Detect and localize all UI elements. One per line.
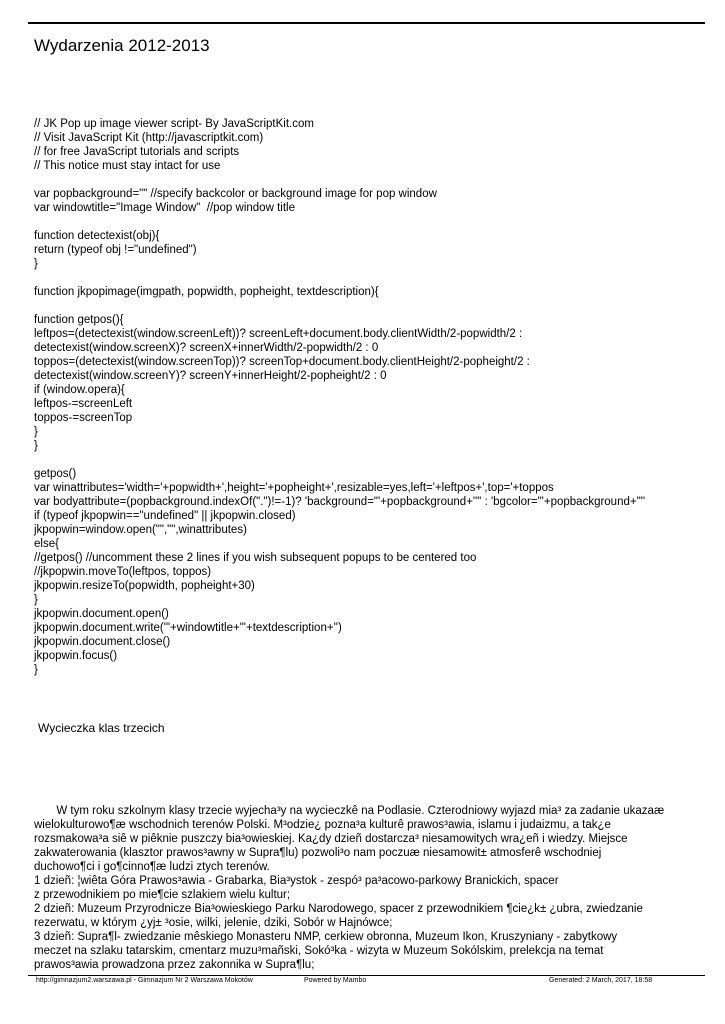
- code-line: detectexist(window.screenY)? screenY+innerHeight/2-popheight/2 : 0: [34, 370, 387, 382]
- code-line: jkpopwin.resizeTo(popwidth, popheight+30): [34, 580, 255, 592]
- code-line: jkpopwin.document.open(): [34, 608, 169, 620]
- code-line: // This notice must stay intact for use: [34, 160, 221, 172]
- code-line: var windowtitle="Image Window" //pop window title: [34, 202, 295, 214]
- code-line: function getpos(){: [34, 314, 124, 326]
- article-line: W tym roku szkolnym klasy trzecie wyjecha³y na wycieczkê na Podlasie. Czterodniowy wyjazd mia³ za zadanie ukazaæ: [34, 805, 665, 817]
- code-line: [34, 173, 645, 187]
- article-line: z przewodnikiem po mie¶cie szlakiem wielu kultur;: [34, 889, 291, 901]
- code-line: [34, 299, 645, 313]
- code-line: //getpos() //uncomment these 2 lines if you wish subsequent popups to be centered too: [34, 552, 477, 564]
- footer-rule: [28, 975, 705, 976]
- code-line: [34, 271, 645, 285]
- code-line: toppos=(detectexist(window.screenTop))? screenTop+document.body.clientHeight/2-popheight/2 :: [34, 356, 530, 368]
- footer-generated-date: Generated: 2 March, 2017, 18:58: [549, 977, 653, 984]
- code-line: var popbackground="" //specify backcolor or background image for pop window: [34, 188, 437, 200]
- code-line: function detectexist(obj){: [34, 230, 160, 242]
- code-line: leftpos-=screenLeft: [34, 398, 133, 410]
- article-line: 3 dzieñ: Supra¶l- zwiedzanie mêskiego Monasteru NMP, cerkiew obronna, Muzeum Ikon, Kruszyniany - zabytkowy: [34, 931, 618, 943]
- code-line: }: [34, 258, 38, 270]
- code-line: toppos-=screenTop: [34, 412, 133, 424]
- code-line: // JK Pop up image viewer script- By JavaScriptKit.com: [34, 118, 314, 130]
- code-line: [34, 453, 645, 467]
- code-line: jkpopwin.document.close(): [34, 636, 171, 648]
- code-line: //jkpopwin.moveTo(leftpos, toppos): [34, 566, 212, 578]
- article-line: wielokulturowo¶æ wschodnich terenów Polski. M³odzie¿ pozna³a kulturê prawos³awia, islamu i judaizmu, a tak¿e: [34, 819, 611, 831]
- code-line: jkpopwin.document.write('"+windowtitle+"'+textdescription+''): [34, 622, 342, 634]
- code-line: }: [34, 664, 38, 676]
- page-title: Wydarzenia 2012-2013: [34, 36, 210, 55]
- article-line: 1 dzieñ: ¦wiêta Góra Prawos³awia - Grabarka, Bia³ystok - zespó³ pa³acowo-parkowy Branickich, spacer: [34, 875, 559, 887]
- article-line: 2 dzieñ: Muzeum Przyrodnicze Bia³owieskiego Parku Narodowego, spacer z przewodnikiem ¶cie¿k± ¿ubra, zwiedzanie: [34, 903, 643, 915]
- code-line: // for free JavaScript tutorials and scripts: [34, 146, 240, 158]
- code-line: var winattributes='width='+popwidth+',height='+popheight+',resizable=yes,left='+leftpos+',top='+toppos: [34, 482, 554, 494]
- footer-site-url: http://gimnazjum2.warszawa.pl - Gimnazjum Nr 2 Warszawa Mokotów: [36, 977, 253, 984]
- code-line: jkpopwin.focus(): [34, 650, 118, 662]
- code-line: return (typeof obj !="undefined"): [34, 244, 197, 256]
- code-line: }: [34, 440, 38, 452]
- code-line: function jkpopimage(imgpath, popwidth, popheight, textdescription){: [34, 286, 379, 298]
- code-line: detectexist(window.screenX)? screenX+innerWidth/2-popwidth/2 : 0: [34, 342, 379, 354]
- section-title: Wycieczka klas trzecich: [38, 721, 165, 735]
- code-line: if (typeof jkpopwin=="undefined" || jkpopwin.closed): [34, 510, 296, 522]
- article-line: rozsmakowa³a siê w piêknie puszczy bia³owieskiej. Ka¿dy dzieñ dostarcza³ niesamowitych wra¿eñ i wiedzy. Miejsce: [34, 833, 628, 845]
- code-line: [34, 215, 645, 229]
- code-line: var bodyattribute=(popbackground.indexOf(".")!=-1)? 'background="'+popbackground+'"' : 'bgcolor="'+popbackground+'"': [34, 496, 646, 508]
- footer-powered-by: Powered by Mambo: [304, 977, 367, 984]
- code-line: jkpopwin=window.open("","",winattributes): [34, 524, 247, 536]
- article-line: rezerwatu, w którym ¿yj± ³osie, wilki, jelenie, dziki, Sobór w Hajnówce;: [34, 917, 393, 929]
- article-line: prawos³awia prowadzona przez zakonnika w Supra¶lu;: [34, 959, 315, 971]
- footer: [0, 977, 725, 989]
- code-line: }: [34, 594, 38, 606]
- top-rule: [28, 22, 705, 24]
- code-block: [34, 117, 645, 677]
- code-line: else{: [34, 538, 59, 550]
- article-body: [34, 804, 725, 972]
- article-line: duchowo¶ci i go¶cinno¶æ ludzi ztych terenów.: [34, 861, 270, 873]
- article-line: zakwaterowania (klasztor prawos³awny w Supra¶lu) pozwoli³o nam poczuæ niesamowit± atmosferê wschodniej: [34, 847, 602, 859]
- code-line: leftpos=(detectexist(window.screenLeft))? screenLeft+document.body.clientWidth/2-popwidth/2 :: [34, 328, 523, 340]
- article-line: meczet na szlaku tatarskim, cmentarz muzu³mañski, Sokó³ka - wizyta w Muzeum Sokólskim, prelekcja na temat: [34, 945, 604, 957]
- code-line: // Visit JavaScript Kit (http://javascriptkit.com): [34, 132, 264, 144]
- code-line: }: [34, 426, 38, 438]
- code-line: getpos(): [34, 468, 77, 480]
- code-line: if (window.opera){: [34, 384, 125, 396]
